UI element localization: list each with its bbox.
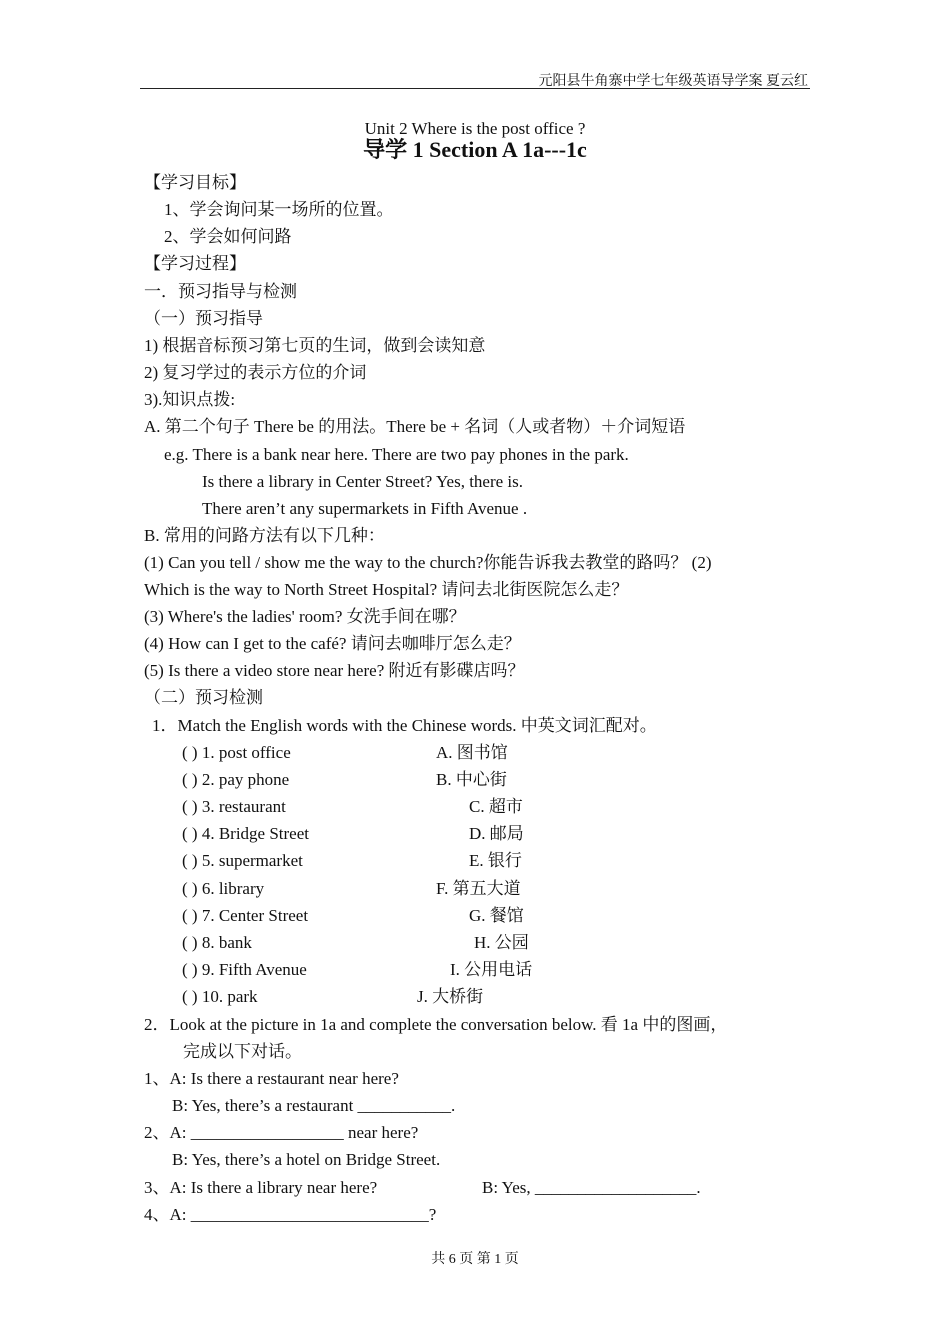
match-instruction: 1．Match the English words with the Chinese words. 中英文词汇配对。 bbox=[152, 716, 657, 735]
match-right-item: A. 图书馆 bbox=[436, 743, 508, 762]
match-right-item: E. 银行 bbox=[469, 851, 522, 870]
objective-item: 2、学会如何问路 bbox=[164, 227, 292, 246]
conversation-line: 4、A: ____________________________? bbox=[144, 1205, 437, 1224]
match-right-item: I. 公用电话 bbox=[450, 960, 533, 979]
ask-way-line: (5) Is there a video store near here? 附近有影碟店吗？ bbox=[144, 661, 525, 680]
match-right-item: F. 第五大道 bbox=[436, 879, 521, 898]
objective-item: 1、学会询问某一场所的位置。 bbox=[164, 200, 394, 219]
match-right-item: J. 大桥街 bbox=[417, 987, 484, 1006]
guide-item: 2) 复习学过的表示方位的介词 bbox=[144, 363, 367, 382]
match-right-item: B. 中心街 bbox=[436, 770, 507, 789]
conversation-line: B: Yes, there’s a restaurant ___________. bbox=[172, 1096, 456, 1115]
match-left-item: ( ) 10. park bbox=[182, 987, 258, 1006]
guide-item: 3).知识点拨: bbox=[144, 390, 236, 409]
match-right-item: H. 公园 bbox=[474, 933, 529, 952]
match-left-item: ( ) 1. post office bbox=[182, 743, 291, 762]
point-a: A. 第二个句子 There be 的用法。There be + 名词（人或者物）＋介词短语 bbox=[144, 417, 686, 436]
process-heading: 【学习过程】 bbox=[144, 254, 246, 273]
match-left-item: ( ) 8. bank bbox=[182, 933, 252, 952]
match-left-item: ( ) 7. Center Street bbox=[182, 906, 309, 925]
conversation-line: B: Yes, ___________________. bbox=[482, 1178, 701, 1197]
match-left-item: ( ) 5. supermarket bbox=[182, 851, 303, 870]
conversation-line: 2、A: __________________ near here? bbox=[144, 1123, 419, 1142]
conversation-line: B: Yes, there’s a hotel on Bridge Street. bbox=[172, 1150, 441, 1169]
unit-title: Unit 2 Where is the post office ? bbox=[364, 119, 586, 138]
check-heading: （二）预习检测 bbox=[144, 688, 263, 707]
ask-way-line: (1) Can you tell / show me the way to the church?你能告诉我去教堂的路吗？ (2) bbox=[144, 553, 712, 572]
example-line: e.g. There is a bank near here. There are two pay phones in the park. bbox=[164, 445, 629, 464]
guide-item: 1) 根据音标预习第七页的生词，做到会读知意 bbox=[144, 336, 486, 355]
example-line: Is there a library in Center Street? Yes, there is. bbox=[202, 472, 524, 491]
conversation-instruction: 2．Look at the picture in 1a and complete the conversation below. 看 1a 中的图画， bbox=[144, 1015, 728, 1034]
match-right-item: D. 邮局 bbox=[469, 824, 524, 843]
match-left-item: ( ) 4. Bridge Street bbox=[182, 824, 309, 843]
example-line: There aren’t any supermarkets in Fifth Avenue . bbox=[202, 499, 528, 518]
match-right-item: G. 餐馆 bbox=[469, 906, 524, 925]
ask-way-line: Which is the way to North Street Hospital? 请问去北街医院怎么走？ bbox=[144, 580, 629, 599]
conversation-instruction-cont: 完成以下对话。 bbox=[183, 1042, 302, 1061]
page-header bbox=[140, 68, 810, 89]
conversation-line: 1、A: Is there a restaurant near here? bbox=[144, 1069, 399, 1088]
match-left-item: ( ) 9. Fifth Avenue bbox=[182, 960, 307, 979]
match-right-item: C. 超市 bbox=[469, 797, 523, 816]
match-left-item: ( ) 3. restaurant bbox=[182, 797, 286, 816]
ask-way-line: (3) Where's the ladies' room? 女洗手间在哪？ bbox=[144, 607, 466, 626]
header-text: 元阳县牛角寨中学七年级英语导学案 夏云红 bbox=[538, 74, 808, 89]
match-left-item: ( ) 2. pay phone bbox=[182, 770, 290, 789]
match-left-item: ( ) 6. library bbox=[182, 879, 265, 898]
ask-way-line: (4) How can I get to the café? 请问去咖啡厅怎么走？ bbox=[144, 634, 521, 653]
part1-heading: 一．预习指导与检测 bbox=[144, 282, 297, 301]
conversation-line: 3、A: Is there a library near here? bbox=[144, 1178, 378, 1197]
lesson-title: 导学 1 Section A 1a---1c bbox=[363, 137, 587, 162]
objectives-heading: 【学习目标】 bbox=[144, 173, 246, 192]
guide-heading: （一）预习指导 bbox=[144, 309, 263, 328]
page-footer: 共 6 页 第 1 页 bbox=[431, 1252, 519, 1267]
point-b: B. 常用的问路方法有以下几种： bbox=[144, 526, 385, 545]
